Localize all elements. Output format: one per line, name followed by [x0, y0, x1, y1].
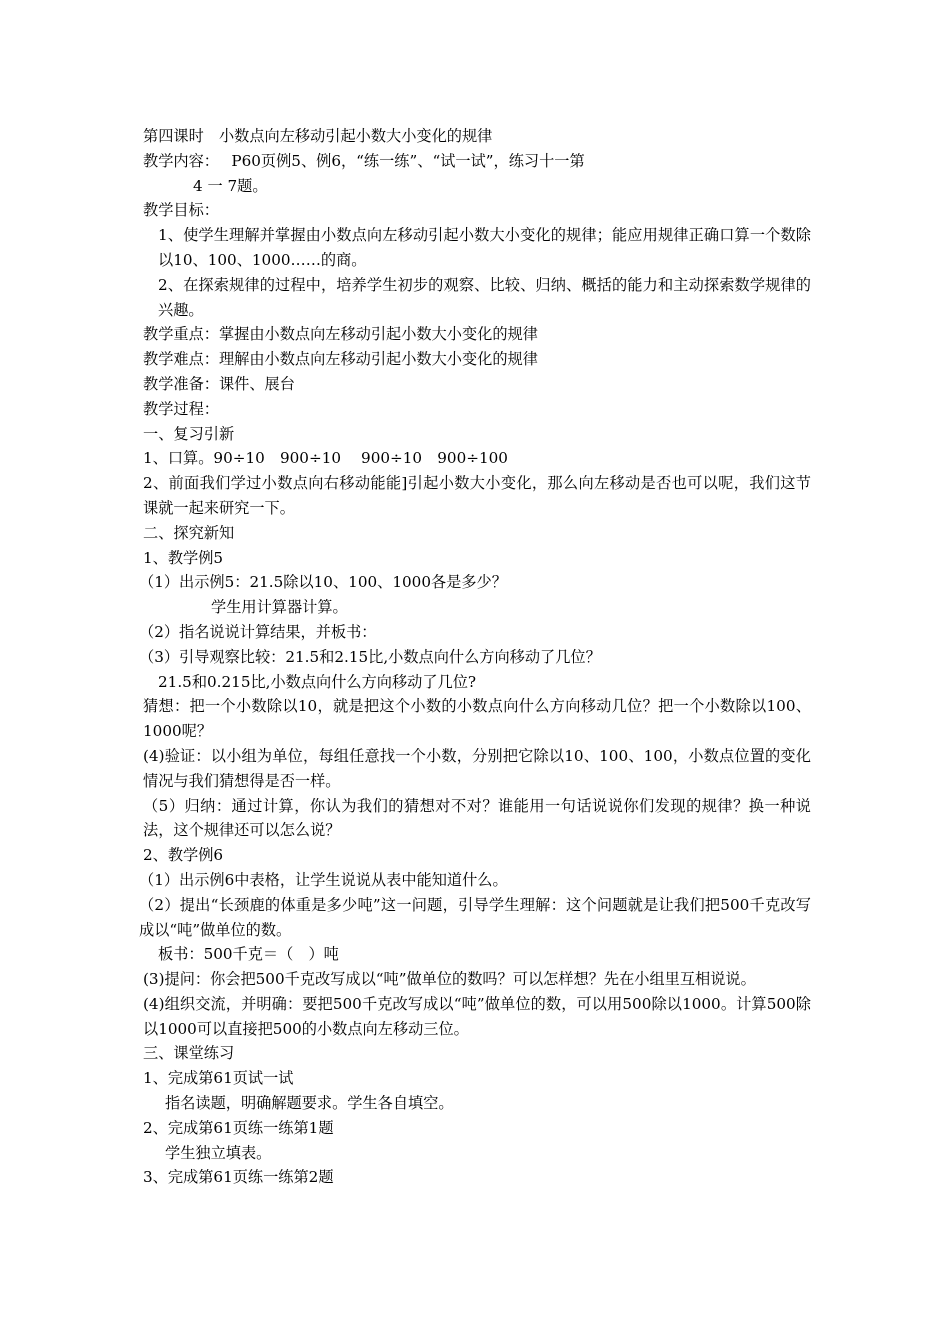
example-6-step-4: (4)组织交流，并明确：要把500千克改写成以“吨”做单位的数，可以用500除以1000。计算500除以1000可以直接把500的小数点向左移动三位。: [143, 994, 811, 1038]
example-5-step-1b: 学生用计算器计算。: [211, 598, 348, 617]
preparation: 教学准备：课件、展台: [143, 374, 295, 393]
goal-2: 2、在探索规律的过程中，培养学生初步的观察、比较、归纳、概括的能力和主动探索数学规律的兴趣。: [158, 275, 811, 319]
example-5-step-1: （1）出示例5：21.5除以10、100、1000各是多少？: [139, 573, 507, 592]
section-3-title: 三、课堂练习: [143, 1044, 235, 1063]
example-5-heading: 1、教学例5: [143, 548, 224, 567]
practice-item-1: 1、完成第61页试一试: [143, 1069, 294, 1088]
content-line: [143, 149, 811, 174]
example-6-step-3: (3)提问：你会把500千克改写成以“吨”做单位的数吗？可以怎样想？先在小组里互相说说。: [143, 970, 756, 989]
example-6-step-2: （2）提出“长颈鹿的体重是多少吨”这一问题，引导学生理解：这个问题就是让我们把500千克改写成以“吨”做单位的数。: [139, 895, 811, 939]
goals-heading: 教学目标：: [143, 201, 219, 220]
example-5-step-2: （2）指名说说计算结果，并板书：: [139, 622, 377, 641]
key-point: 教学重点：掌握由小数点向左移动引起小数大小变化的规律: [143, 325, 538, 344]
verify-paragraph: (4)验证：以小组为单位，每组任意找一个小数，分别把它除以10、100、100，小数点位置的变化情况与我们猜想得是否一样。: [143, 746, 811, 790]
example-6-step-1: （1）出示例6中表格，让学生说说从表中能知道什么。: [139, 870, 508, 889]
process-heading: 教学过程：: [143, 399, 219, 418]
practice-item-1b: 指名读题，明确解题要求。学生各自填空。: [165, 1094, 454, 1113]
example-6-heading: 2、教学例6: [143, 846, 224, 865]
section-1-title: 一、复习引新: [143, 424, 235, 443]
lesson-title: 第四课时 小数点向左移动引起小数大小变化的规律: [143, 127, 493, 145]
section-2-title: 二、探究新知: [143, 523, 235, 542]
example-5-step-3b: 21.5和0.215比,小数点向什么方向移动了几位?: [158, 672, 477, 691]
content-label: 教学内容：: [143, 151, 212, 170]
board-writing: 板书：500千克＝（ ）吨: [158, 945, 339, 964]
example-5-step-3: （3）引导观察比较：21.5和2.15比,小数点向什么方向移动了几位？: [139, 647, 601, 666]
practice-item-3: 3、完成第61页练一练第2题: [143, 1168, 334, 1187]
guess-paragraph: 猜想：把一个小数除以10，就是把这个小数的小数点向什么方向移动几位？把一个小数除以100、1000呢？: [143, 697, 811, 741]
content-text: P60页例5、例6，“练一练”、“试一试”，练习十一第: [211, 151, 585, 170]
section-1-item-2: 2、前面我们学过小数点向右移动能能]引起小数大小变化，那么向左移动是否也可以呢，我们这节课就一起来研究一下。: [143, 474, 811, 517]
content-continuation: 4 一 7题。: [193, 176, 268, 195]
document-body: [139, 124, 811, 1190]
section-1-item-1: 1、口算。90÷10 900÷10 900÷10 900÷100: [143, 449, 508, 468]
difficulty: 教学难点：理解由小数点向左移动引起小数大小变化的规律: [143, 350, 538, 369]
summary-paragraph: （5）归纳：通过计算，你认为我们的猜想对不对？谁能用一句话说说你们发现的规律？换一种说法，这个规律还可以怎么说？: [143, 796, 811, 840]
practice-item-2b: 学生独立填表。: [165, 1143, 272, 1162]
goal-1: 1、使学生理解并掌握由小数点向左移动引起小数大小变化的规律；能应用规律正确口算一个数除以10、100、1000……的商。: [158, 226, 811, 269]
practice-item-2: 2、完成第61页练一练第1题: [143, 1118, 334, 1137]
